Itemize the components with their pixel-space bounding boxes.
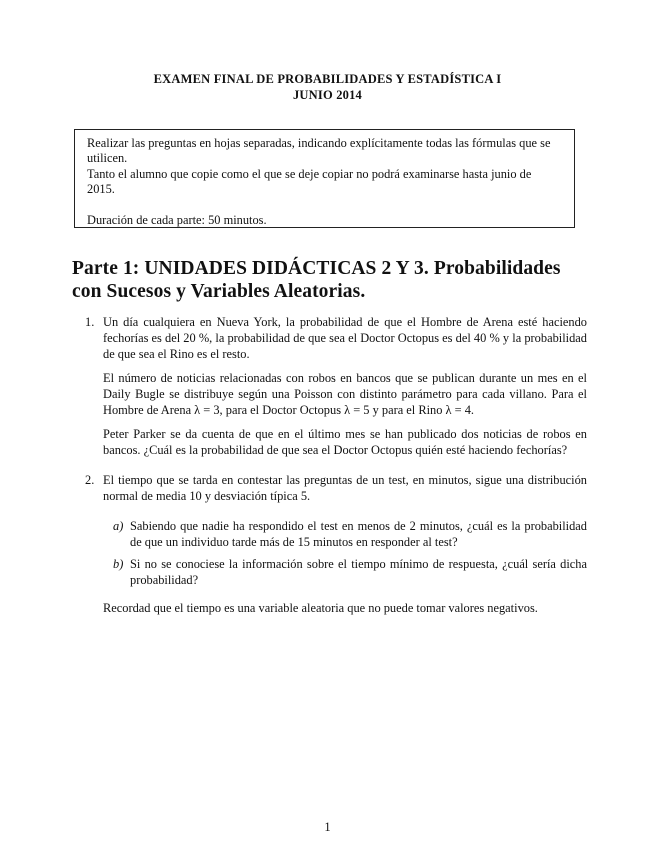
question-1-paragraph-2: El número de noticias relacionadas con robos en bancos que se publican durante un mes en el Daily Bugle se distribuye según una Poisson con distinto parámetro para cada villano. Para el Hombre de Arena λ = 3, para el Doctor Octopus λ = 5 y para el Rino λ = 4. xyxy=(103,371,587,417)
question-2 xyxy=(72,472,587,616)
question-2a-label: a) xyxy=(113,519,124,533)
question-1-number: 1. xyxy=(85,315,95,329)
question-2b xyxy=(103,556,587,588)
questions-list xyxy=(72,314,587,626)
question-2-note: Recordad que el tiempo es una variable aleatoria que no puede tomar valores negativos. xyxy=(103,601,538,615)
page-number: 1 xyxy=(324,820,331,834)
instruction-formulas: Realizar las preguntas en hojas separadas, indicando explícitamente todas las fórmulas que se utilicen. xyxy=(87,136,551,166)
instruction-duration: Duración de cada parte: 50 minutos. xyxy=(87,212,267,227)
exam-date: JUNIO 2014 xyxy=(292,88,363,102)
question-2b-text: Si no se conociese la información sobre el tiempo mínimo de respuesta, ¿cuál sería dicha probabilidad? xyxy=(130,557,587,587)
question-1-paragraph-1: Un día cualquiera en Nueva York, la probabilidad de que el Hombre de Arena esté haciendo fechorías es del 20 %, la probabilidad de que sea el Doctor Octopus es del 40 % y la probabilidad de que sea el Rino es el resto. xyxy=(103,315,587,361)
question-2a-text: Sabiendo que nadie ha respondido el test en menos de 2 minutos, ¿cuál es la probabilidad de que un individuo tarde más de 15 minutos en responder al test? xyxy=(130,519,587,549)
question-2-intro: El tiempo que se tarda en contestar las preguntas de un test, en minutos, sigue una distribución normal de media 10 y desviación típica 5. xyxy=(103,473,587,503)
part-1-heading: Parte 1: UNIDADES DIDÁCTICAS 2 Y 3. Probabilidades con Sucesos y Variables Aleatorias. xyxy=(72,258,561,302)
question-1 xyxy=(72,314,587,458)
instructions-box xyxy=(74,129,575,228)
question-2-subitems xyxy=(103,518,587,588)
question-1-paragraph-3: Peter Parker se da cuenta de que en el último mes se han publicado dos noticias de robos en bancos. ¿Cuál es la probabilidad de que sea el Doctor Octopus quién esté haciendo fechorías? xyxy=(103,427,587,457)
question-2b-label: b) xyxy=(113,557,124,571)
question-2-number: 2. xyxy=(85,473,95,487)
exam-title: EXAMEN FINAL DE PROBABILIDADES Y ESTADÍSTICA I xyxy=(153,72,502,86)
instruction-copying: Tanto el alumno que copie como el que se deje copiar no podrá examinarse hasta junio de 2015. xyxy=(87,166,532,197)
question-2a xyxy=(103,518,587,550)
